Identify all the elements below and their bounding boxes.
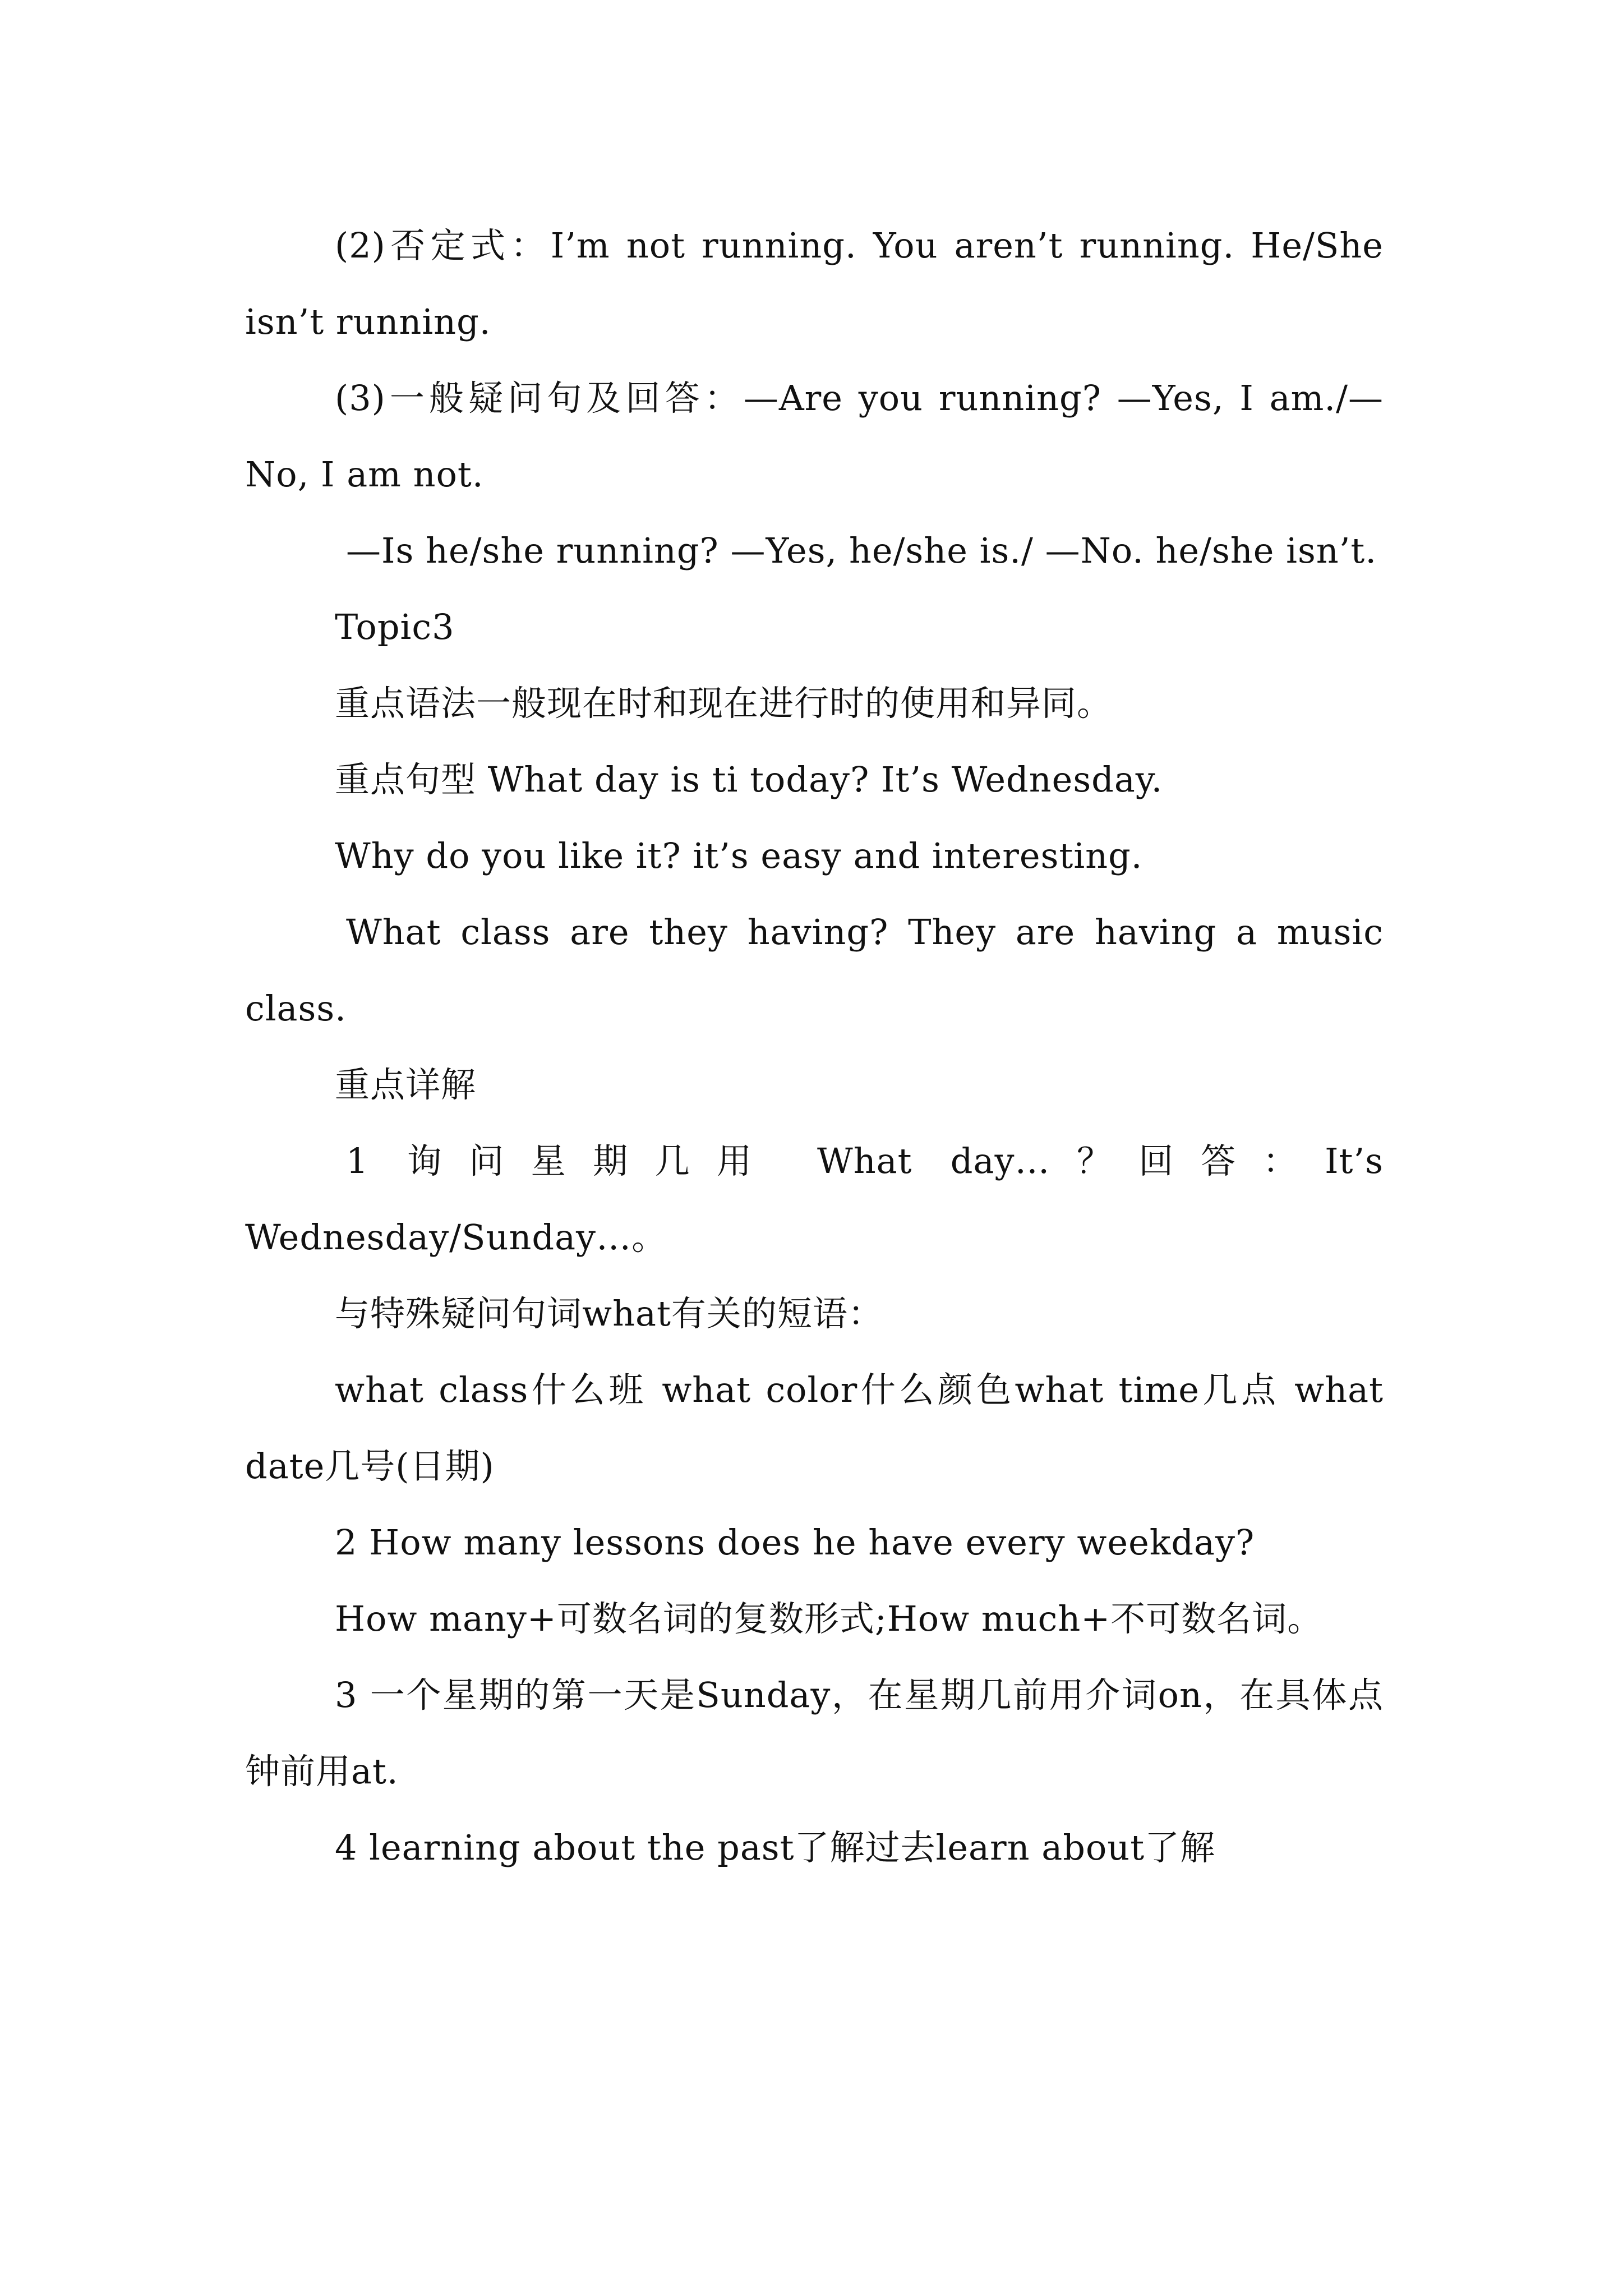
paragraph-third-person-question: —Is he/she running? —Yes, he/she is./ —No. he/she isn’t. [346,530,1377,571]
paragraph-question-form: (3)一般疑问句及回答：—Are you running? —Yes, I am./—No, I am not. [245,378,1384,495]
paragraph-point-1: 1 询问星期几用 What day…？回答：It’s Wednesday/Sunday…。 [245,1140,1384,1258]
paragraph-key-sentence-1: 重点句型 What day is ti today? It’s Wednesday. [335,759,1163,800]
paragraph-key-sentence-3: What class are they having? They are having a music class. [245,912,1384,1029]
paragraph-point-2: 2 How many lessons does he have every weekday? [335,1522,1255,1563]
document-body [245,208,1384,1886]
paragraph-key-grammar: 重点语法一般现在时和现在进行时的使用和异同。 [335,683,1113,724]
paragraph-point-4: 4 learning about the past了解过去learn about了解 [335,1827,1216,1868]
paragraph-how-many-rule: How many+可数名词的复数形式;How much+不可数名词。 [335,1598,1323,1639]
paragraph-what-phrases-heading: 与特殊疑问句词what有关的短语： [335,1293,883,1334]
section-heading-explanations: 重点详解 [335,1064,477,1105]
topic-heading: Topic3 [335,606,455,647]
paragraph-point-3: 3 一个星期的第一天是Sunday，在星期几前用介词on，在具体点钟前用at. [245,1674,1384,1792]
paragraph-what-phrases: what class什么班 what color什么颜色what time几点 what date几号(日期) [245,1369,1384,1487]
paragraph-key-sentence-2: Why do you like it? it’s easy and interesting. [335,835,1143,876]
paragraph-negative-form: (2)否定式：I’m not running. You aren’t running. He/She isn’t running. [245,225,1384,342]
